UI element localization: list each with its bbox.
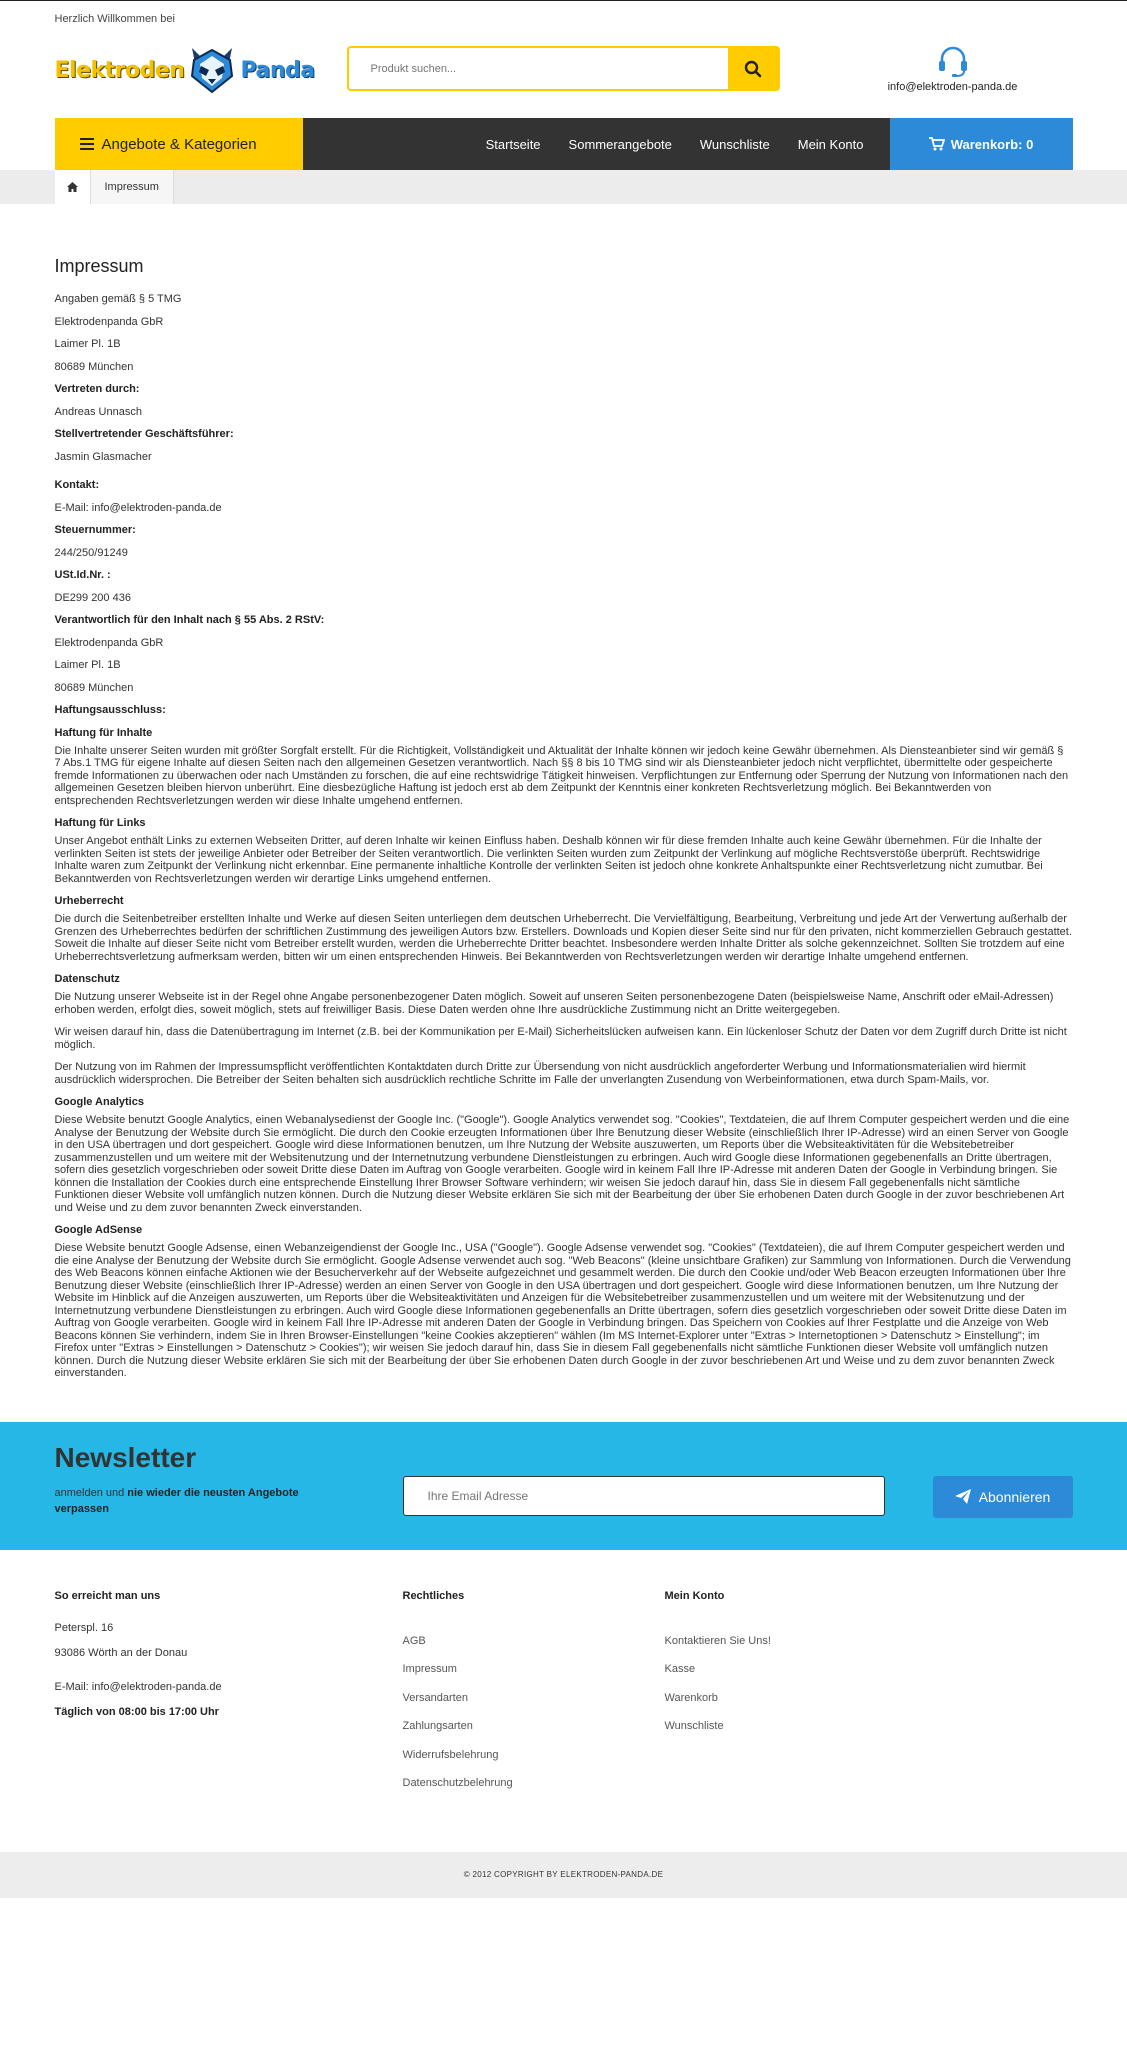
paragraph-datenschutz-3: Der Nutzung von im Rahmen der Impressumspflicht veröffentlichten Kontaktdaten durch Dritte zur Übersendung von nicht ausdrücklich angeforderter Werbung und Informationsmaterialien wird hiermit ausdrücklich widersprochen. Die Betreiber der Seiten behalten sich ausdrücklich rechtliche Schritte im Falle der unverlangten Zusendung von Werbeinformationen, etwa durch Spam-Mails, vor. — [54, 1061, 1026, 1086]
breadcrumb-bar — [0, 170, 1127, 204]
footer-link-widerrufsbelehrung[interactable]: Widerrufsbelehrung — [402, 1748, 499, 1761]
footer-contact-column — [55, 1590, 355, 1731]
impressum-content — [55, 204, 1073, 1422]
address-line: Laimer Pl. 1B — [54, 338, 121, 350]
categories-menu-button[interactable] — [55, 118, 303, 170]
newsletter-sub-plain: anmelden und — [54, 1486, 128, 1499]
stellv-value: Jasmin Glasmacher — [54, 450, 152, 463]
nav-link-sommerangebote[interactable]: Sommerangebote — [568, 136, 672, 152]
footer-legal-column — [403, 1590, 643, 1806]
breadcrumb — [55, 170, 1073, 204]
footer-link-impressum[interactable]: Impressum — [402, 1663, 457, 1675]
address-line: Elektrodenpanda GbR — [54, 315, 164, 328]
newsletter-email-input[interactable] — [403, 1476, 885, 1516]
welcome-text: Herzlich Willkommen bei — [54, 13, 175, 25]
panda-logo-icon — [186, 44, 238, 96]
vertreten-value: Andreas Unnasch — [54, 405, 142, 418]
footer-email: E-Mail: info@elektroden-panda.de — [54, 1680, 222, 1693]
logo-text-left: Elektroden — [54, 57, 185, 83]
verantw-label: Verantwortlich für den Inhalt nach § 55 Abs. 2 RStV: — [54, 614, 325, 626]
footer-address-2: 93086 Wörth an der Donau — [54, 1646, 188, 1659]
breadcrumb-current[interactable]: Impressum — [91, 170, 174, 204]
header — [55, 26, 1073, 118]
verantw-line: Laimer Pl. 1B — [54, 659, 121, 671]
paragraph-google-adsense: Diese Website benutzt Google Adsense, einen Webanzeigendienst der Google Inc., USA ("Google"). Google Adsense verwendet sog. "Cookies" (Textdateien), die auf Ihrem Computer gespeichert werden und die eine Analyse der Benutzung der Website durch Sie ermöglicht. Google Adsense verwendet auch sog. "Web Beacons" (kleine unsichtbare Grafiken) zur Sammlung von Informationen. Durch die Verwendung des Web Beacons können einfache Aktionen wie der Besucherverkehr auf der Webseite aufgezeichnet und gesammelt werden. Die durch den Cookie und/oder Web Beacon erzeugten Informationen über Ihre Benutzung dieser Website (einschließlich Ihrer IP-Adresse) werden an einen Server von Google in den USA übertragen und dort gespeichert. Google wird diese Informationen benutzen, um Ihre Nutzung der Website im Hinblick auf die Anzeigen auszuwerten, um Reports über die Websiteaktivitäten und Anzeigen für die Websitebetreiber zusammenzustellen und um weitere mit der Websitenutzung und der Internetnutzung verbundene Dienstleistungen zu erbringen. Auch wird Google diese Informationen gegebenenfalls an Dritte übertragen, sofern dies gesetzlich vorgeschrieben oder soweit Dritte diese Daten im Auftrag von Google verarbeiten. Google wird in keinem Fall Ihre IP-Adresse mit anderen Daten der Google in Verbindung bringen. Das Speichern von Cookies auf Ihrer Festplatte und die Anzeige von Web Beacons können Sie verhindern, indem Sie in Ihren Browser-Einstellungen "keine Cookies akzeptieren" wählen (Im MS Internet-Explorer unter "Extras > Internetoptionen > Datenschutz > Einstellung"; im Firefox unter "Extras > Einstellungen > Datenschutz > Cookies"); wir weisen Sie jedoch darauf hin, dass Sie in diesem Fall gegebenenfalls nicht sämtliche Funktionen dieser Website voll umfänglich nutzen können. Durch die Nutzung dieser Website erklären Sie sich mit der Bearbeitung der über Sie erhobenen Daten durch Google in der zuvor beschriebenen Art und Weise und zu dem zuvor benannten Zweck einverstanden. — [54, 1242, 1071, 1379]
newsletter-section — [0, 1422, 1127, 1550]
heading-urheberrecht: Urheberrecht — [54, 895, 124, 907]
steuer-value: 244/250/91249 — [54, 546, 128, 559]
heading-datenschutz: Datenschutz — [54, 973, 120, 985]
haftung-label: Haftungsausschluss: — [54, 704, 166, 716]
copyright-bar: © 2012 COPYRIGHT BY ELEKTRODEN-PANDA.DE — [0, 1852, 1127, 1898]
paper-plane-icon — [955, 1489, 971, 1504]
page-title: Impressum — [54, 256, 144, 276]
home-icon — [67, 182, 78, 192]
kontakt-value: E-Mail: info@elektroden-panda.de — [54, 501, 222, 514]
paragraph-datenschutz-1: Die Nutzung unserer Webseite ist in der Regel ohne Angabe personenbezogener Daten möglich. Soweit auf unseren Seiten personenbezogene Daten (beispielsweise Name, Anschrift oder eMail-Adressen) erhoben werden, erfolgt dies, soweit möglich, stets auf freiwilliger Basis. Diese Daten werden ohne Ihre ausdrückliche Zustimmung nicht an Dritte weitergegeben. — [54, 991, 1054, 1016]
newsletter-sub-bold: nie wieder die neusten Angebote verpassen — [54, 1486, 299, 1515]
breadcrumb-home[interactable] — [55, 170, 91, 204]
footer — [0, 1550, 1127, 1852]
footer-contact-title: So erreicht man uns — [54, 1589, 161, 1602]
paragraph-google-analytics: Diese Website benutzt Google Analytics, einen Webanalysedienst der Google Inc. ("Google"). Google Analytics verwendet sog. "Cookies", Textdateien, die auf Ihrem Computer gespeichert werden und die eine Analyse der Benutzung der Website durch Sie ermöglicht. Die durch den Cookie erzeugten Informationen über Ihre Benutzung dieser Website (einschließlich Ihrer IP-Adresse) wird an einen Server von Google in den USA übertragen und dort gespeichert. Google wird diese Informationen benutzen, um Ihre Nutzung der Website auszuwerten, um Reports über die Websiteaktivitäten für die Websitebetreiber zusammenzustellen und um weitere mit der Websitenutzung und der Internetnutzung verbundene Dienstleistungen zu erbringen. Auch wird Google diese Informationen gegebenenfalls an Dritte übertragen, sofern dies gesetzlich vorgeschrieben oder soweit Dritte diese Daten im Auftrag von Google verarbeiten. Google wird in keinem Fall Ihre IP-Adresse mit anderen Daten der Google in Verbindung bringen. Sie können die Installation der Cookies durch eine entsprechende Einstellung Ihrer Browser Software verhindern; wir weisen Sie jedoch darauf hin, dass Sie in diesem Fall gegebenenfalls nicht sämtliche Funktionen dieser Website voll umfänglich nutzen können. Durch die Nutzung dieser Website erklären Sie sich mit der Bearbeitung der über Sie erhobenen Daten durch Google in der zuvor beschriebenen Art und Weise und zu dem zuvor benannten Zweck einverstanden. — [54, 1114, 1070, 1214]
search-icon — [744, 60, 762, 78]
nav-links — [303, 118, 890, 170]
nav-link-startseite[interactable]: Startseite — [485, 136, 541, 152]
heading-haftung-links: Haftung für Links — [54, 817, 146, 829]
footer-hours: Täglich von 08:00 bis 17:00 Uhr — [54, 1705, 219, 1718]
paragraph-urheberrecht: Die durch die Seitenbetreiber erstellten Inhalte und Werke auf diesen Seiten unterliegen dem deutschen Urheberrecht. Die Vervielfältigung, Bearbeitung, Verbreitung und jede Art der Verwertung außerhalb der Grenzen des Urheberrechtes bedürfen der schriftlichen Zustimmung des jeweiligen Autors bzw. Erstellers. Downloads und Kopien dieser Seite sind nur für den privaten, nicht kommerziellen Gebrauch gestattet. Soweit die Inhalte auf dieser Seite nicht vom Betreiber erstellt wurden, werden die Urheberrechte Dritter beachtet. Insbesondere werden Inhalte Dritter als solche gekennzeichnet. Sollten Sie trotzdem auf eine Urheberrechtsverletzung aufmerksam werden, bitten wir um einen entsprechenden Hinweis. Bei Bekanntwerden von Rechtsverletzungen werden wir derartige Inhalte umgehend entfernen. — [54, 913, 1072, 963]
footer-link-kontakt[interactable]: Kontaktieren Sie Uns! — [664, 1634, 771, 1647]
footer-link-datenschutzbelehrung[interactable]: Datenschutzbelehrung — [402, 1777, 513, 1789]
logo[interactable] — [55, 44, 315, 96]
verantw-line: 80689 München — [54, 681, 134, 694]
footer-account-column — [665, 1590, 905, 1749]
subscribe-button[interactable] — [933, 1476, 1073, 1518]
heading-google-adsense: Google AdSense — [54, 1224, 143, 1236]
heading-google-analytics: Google Analytics — [54, 1096, 144, 1108]
verantw-line: Elektrodenpanda GbR — [54, 636, 164, 649]
footer-account-title: Mein Konto — [664, 1589, 725, 1602]
cart-button[interactable] — [890, 118, 1073, 170]
steuer-label: Steuernummer: — [54, 524, 136, 536]
nav-link-mein-konto[interactable]: Mein Konto — [797, 136, 864, 152]
ust-value: DE299 200 436 — [54, 591, 131, 604]
paragraph-datenschutz-2: Wir weisen darauf hin, dass die Datenübertragung im Internet (z.B. bei der Kommunikation per E-Mail) Sicherheitslücken aufweisen kann. Ein lückenloser Schutz der Daten vor dem Zugriff durch Dritte ist nicht möglich. — [54, 1026, 1067, 1051]
header-contact[interactable] — [873, 46, 1033, 93]
footer-link-warenkorb[interactable]: Warenkorb — [664, 1691, 718, 1704]
stellv-label: Stellvertretender Geschäftsführer: — [54, 428, 234, 440]
heading-haftung-inhalte: Haftung für Inhalte — [54, 726, 153, 739]
footer-link-agb[interactable]: AGB — [402, 1634, 426, 1647]
search-input[interactable] — [349, 48, 728, 89]
address-line: 80689 München — [54, 360, 134, 373]
contact-email: info@elektroden-panda.de — [887, 81, 1018, 93]
paragraph-haftung-inhalte: Die Inhalte unserer Seiten wurden mit größter Sorgfalt erstellt. Für die Richtigkeit, Vollständigkeit und Aktualität der Inhalte können wir jedoch keine Gewähr übernehmen. Als Diensteanbieter sind wir gemäß § 7 Abs.1 TMG für eigene Inhalte auf diesen Seiten nach den allgemeinen Gesetzen verantwortlich. Nach §§ 8 bis 10 TMG sind wir als Diensteanbieter jedoch nicht verpflichtet, übermittelte oder gespeicherte fremde Informationen zu überwachen oder nach Umständen zu forschen, die auf eine rechtswidrige Tätigkeit hinweisen. Verpflichtungen zur Entfernung oder Sperrung der Nutzung von Informationen nach den allgemeinen Gesetzen bleiben hiervon unberührt. Eine diesbezügliche Haftung ist jedoch erst ab dem Zeitpunkt der Kenntnis einer konkreten Rechtsverletzung möglich. Bei Bekanntwerden von entsprechenden Rechtsverletzungen werden wir diese Inhalte umgehend entfernen. — [54, 744, 1069, 807]
subscribe-label: Abonnieren — [978, 1488, 1051, 1505]
newsletter-title: Newsletter — [54, 1441, 197, 1473]
search-button[interactable] — [728, 48, 778, 89]
vertreten-label: Vertreten durch: — [54, 383, 140, 395]
paragraph-haftung-links: Unser Angebot enthält Links zu externen Webseiten Dritter, auf deren Inhalte wir keinen Einfluss haben. Deshalb können wir für diese fremden Inhalte auch keine Gewähr übernehmen. Für die Inhalte der verlinkten Seiten ist stets der jeweilige Anbieter oder Betreiber der Seiten verantwortlich. Die verlinkten Seiten wurden zum Zeitpunkt der Verlinkung auf mögliche Rechtsverstöße überprüft. Rechtswidrige Inhalte waren zum Zeitpunkt der Verlinkung nicht erkennbar. Eine permanente inhaltliche Kontrolle der verlinkten Seiten ist jedoch ohne konkrete Anhaltspunkte einer Rechtsverletzung nicht zumutbar. Bei Bekanntwerden von Rechtsverletzungen werden wir derartige Links umgehend entfernen. — [54, 835, 1043, 885]
nav-link-wunschliste[interactable]: Wunschliste — [699, 136, 770, 152]
kontakt-label: Kontakt: — [54, 479, 100, 491]
cart-label: Warenkorb: 0 — [950, 136, 1034, 152]
address-line: Angaben gemäß § 5 TMG — [54, 293, 182, 305]
hamburger-icon — [80, 138, 94, 150]
search-box — [347, 46, 780, 91]
categories-label: Angebote & Kategorien — [101, 135, 257, 153]
footer-link-versandarten[interactable]: Versandarten — [402, 1691, 468, 1704]
footer-legal-title: Rechtliches — [402, 1589, 465, 1602]
ust-label: USt.Id.Nr. : — [54, 569, 111, 581]
headset-icon — [936, 46, 970, 78]
cart-icon — [929, 137, 945, 151]
logo-text-right: Panda — [240, 57, 315, 83]
footer-link-zahlungsarten[interactable]: Zahlungsarten — [402, 1720, 473, 1732]
main-nav — [55, 118, 1073, 170]
footer-link-wunschliste[interactable]: Wunschliste — [664, 1720, 724, 1732]
newsletter-subtitle — [55, 1485, 345, 1517]
footer-address-1: Peterspl. 16 — [54, 1621, 114, 1634]
footer-link-kasse[interactable]: Kasse — [664, 1663, 696, 1675]
